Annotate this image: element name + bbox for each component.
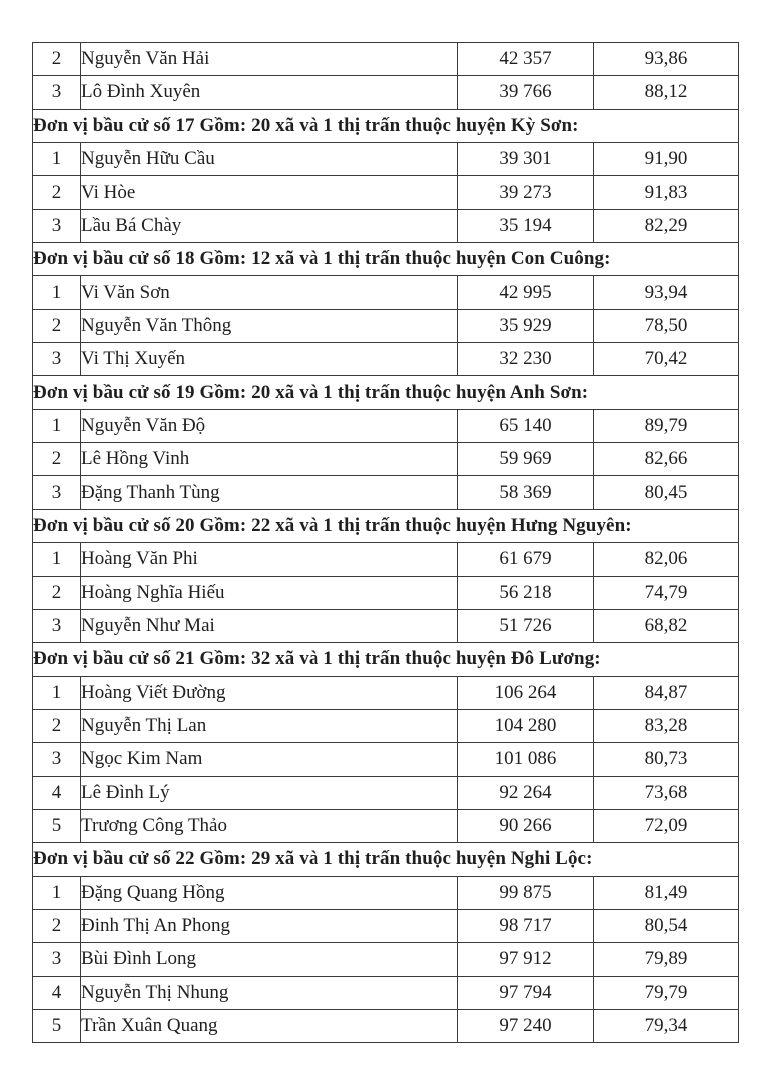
vote-count: 61 679	[458, 543, 594, 576]
vote-percent: 91,90	[594, 143, 739, 176]
candidate-number: 1	[33, 543, 81, 576]
vote-percent: 88,12	[594, 76, 739, 109]
candidate-number: 2	[33, 909, 81, 942]
vote-count: 58 369	[458, 476, 594, 509]
vote-percent: 93,86	[594, 43, 739, 76]
vote-count: 99 875	[458, 876, 594, 909]
candidate-number: 3	[33, 343, 81, 376]
candidate-row	[33, 43, 739, 76]
candidate-name: Vi Hòe	[81, 176, 458, 209]
candidate-row	[33, 409, 739, 442]
candidate-name: Đinh Thị An Phong	[81, 909, 458, 942]
vote-percent: 78,50	[594, 309, 739, 342]
candidate-number: 3	[33, 743, 81, 776]
candidate-number: 2	[33, 43, 81, 76]
constituency-heading-row	[33, 509, 739, 543]
candidate-row	[33, 1009, 739, 1042]
candidate-row	[33, 709, 739, 742]
candidate-row	[33, 743, 739, 776]
candidate-row	[33, 276, 739, 309]
vote-count: 104 280	[458, 709, 594, 742]
vote-count: 35 929	[458, 309, 594, 342]
candidate-row	[33, 576, 739, 609]
candidate-name: Đặng Quang Hồng	[81, 876, 458, 909]
candidate-name: Hoàng Viết Đường	[81, 676, 458, 709]
candidate-number: 1	[33, 676, 81, 709]
vote-count: 32 230	[458, 343, 594, 376]
candidate-name: Nguyễn Thị Lan	[81, 709, 458, 742]
candidate-name: Lê Đình Lý	[81, 776, 458, 809]
vote-percent: 80,45	[594, 476, 739, 509]
vote-count: 98 717	[458, 909, 594, 942]
candidate-row	[33, 176, 739, 209]
vote-percent: 81,49	[594, 876, 739, 909]
vote-count: 39 273	[458, 176, 594, 209]
candidate-number: 1	[33, 143, 81, 176]
vote-percent: 82,29	[594, 209, 739, 242]
candidate-row	[33, 976, 739, 1009]
constituency-heading: Đơn vị bầu cử số 22 Gồm: 29 xã và 1 thị trấn thuộc huyện Nghi Lộc:	[33, 843, 739, 877]
vote-count: 92 264	[458, 776, 594, 809]
constituency-heading-row	[33, 376, 739, 410]
candidate-number: 2	[33, 443, 81, 476]
candidate-name: Bùi Đình Long	[81, 943, 458, 976]
candidate-number: 4	[33, 976, 81, 1009]
candidate-number: 1	[33, 276, 81, 309]
vote-percent: 74,79	[594, 576, 739, 609]
vote-count: 97 240	[458, 1009, 594, 1042]
vote-percent: 79,34	[594, 1009, 739, 1042]
candidate-number: 3	[33, 476, 81, 509]
candidate-name: Nguyễn Văn Hải	[81, 43, 458, 76]
vote-percent: 80,73	[594, 743, 739, 776]
vote-percent: 80,54	[594, 909, 739, 942]
constituency-heading-row	[33, 242, 739, 276]
vote-percent: 83,28	[594, 709, 739, 742]
candidate-name: Lầu Bá Chày	[81, 209, 458, 242]
constituency-heading: Đơn vị bầu cử số 19 Gồm: 20 xã và 1 thị trấn thuộc huyện Anh Sơn:	[33, 376, 739, 410]
vote-percent: 73,68	[594, 776, 739, 809]
vote-count: 90 266	[458, 809, 594, 842]
candidate-row	[33, 443, 739, 476]
candidate-number: 5	[33, 1009, 81, 1042]
vote-percent: 89,79	[594, 409, 739, 442]
candidate-number: 2	[33, 176, 81, 209]
candidate-number: 2	[33, 309, 81, 342]
candidate-name: Ngọc Kim Nam	[81, 743, 458, 776]
constituency-heading-row	[33, 843, 739, 877]
vote-count: 97 912	[458, 943, 594, 976]
candidate-number: 1	[33, 876, 81, 909]
candidate-name: Lê Hồng Vinh	[81, 443, 458, 476]
candidate-name: Vi Văn Sơn	[81, 276, 458, 309]
vote-percent: 91,83	[594, 176, 739, 209]
candidate-name: Hoàng Văn Phi	[81, 543, 458, 576]
vote-count: 42 995	[458, 276, 594, 309]
candidate-number: 1	[33, 409, 81, 442]
vote-count: 35 194	[458, 209, 594, 242]
vote-count: 51 726	[458, 609, 594, 642]
vote-count: 59 969	[458, 443, 594, 476]
constituency-heading: Đơn vị bầu cử số 20 Gồm: 22 xã và 1 thị trấn thuộc huyện Hưng Nguyên:	[33, 509, 739, 543]
candidate-name: Nguyễn Thị Nhung	[81, 976, 458, 1009]
candidate-number: 3	[33, 609, 81, 642]
vote-count: 42 357	[458, 43, 594, 76]
vote-percent: 68,82	[594, 609, 739, 642]
candidate-number: 2	[33, 576, 81, 609]
constituency-heading-row	[33, 109, 739, 143]
candidate-name: Đặng Thanh Tùng	[81, 476, 458, 509]
constituency-heading: Đơn vị bầu cử số 18 Gồm: 12 xã và 1 thị trấn thuộc huyện Con Cuông:	[33, 242, 739, 276]
candidate-row	[33, 676, 739, 709]
vote-percent: 82,06	[594, 543, 739, 576]
vote-percent: 93,94	[594, 276, 739, 309]
candidate-number: 3	[33, 943, 81, 976]
vote-percent: 82,66	[594, 443, 739, 476]
candidate-row	[33, 543, 739, 576]
candidate-row	[33, 476, 739, 509]
candidate-row	[33, 909, 739, 942]
candidate-name: Hoàng Nghĩa Hiếu	[81, 576, 458, 609]
vote-count: 106 264	[458, 676, 594, 709]
candidate-name: Nguyễn Văn Độ	[81, 409, 458, 442]
candidate-row	[33, 309, 739, 342]
candidate-row	[33, 143, 739, 176]
results-table-body	[33, 43, 739, 1043]
vote-count: 97 794	[458, 976, 594, 1009]
candidate-row	[33, 609, 739, 642]
candidate-row	[33, 876, 739, 909]
vote-count: 39 301	[458, 143, 594, 176]
candidate-name: Trương Công Thảo	[81, 809, 458, 842]
candidate-row	[33, 343, 739, 376]
vote-count: 39 766	[458, 76, 594, 109]
vote-percent: 70,42	[594, 343, 739, 376]
candidate-name: Nguyễn Văn Thông	[81, 309, 458, 342]
vote-count: 65 140	[458, 409, 594, 442]
candidate-name: Nguyễn Như Mai	[81, 609, 458, 642]
candidate-row	[33, 943, 739, 976]
candidate-name: Nguyễn Hữu Cầu	[81, 143, 458, 176]
vote-percent: 79,79	[594, 976, 739, 1009]
constituency-heading: Đơn vị bầu cử số 21 Gồm: 32 xã và 1 thị trấn thuộc huyện Đô Lương:	[33, 643, 739, 677]
candidate-name: Vi Thị Xuyến	[81, 343, 458, 376]
constituency-heading: Đơn vị bầu cử số 17 Gồm: 20 xã và 1 thị trấn thuộc huyện Kỳ Sơn:	[33, 109, 739, 143]
candidate-row	[33, 209, 739, 242]
candidate-number: 5	[33, 809, 81, 842]
vote-count: 56 218	[458, 576, 594, 609]
candidate-name: Lô Đình Xuyên	[81, 76, 458, 109]
candidate-number: 3	[33, 209, 81, 242]
candidate-row	[33, 776, 739, 809]
election-results-table	[32, 42, 739, 1043]
candidate-row	[33, 76, 739, 109]
candidate-number: 4	[33, 776, 81, 809]
vote-count: 101 086	[458, 743, 594, 776]
vote-percent: 79,89	[594, 943, 739, 976]
candidate-row	[33, 809, 739, 842]
vote-percent: 72,09	[594, 809, 739, 842]
candidate-number: 2	[33, 709, 81, 742]
election-results-sheet	[32, 42, 738, 1043]
constituency-heading-row	[33, 643, 739, 677]
candidate-name: Trần Xuân Quang	[81, 1009, 458, 1042]
candidate-number: 3	[33, 76, 81, 109]
vote-percent: 84,87	[594, 676, 739, 709]
